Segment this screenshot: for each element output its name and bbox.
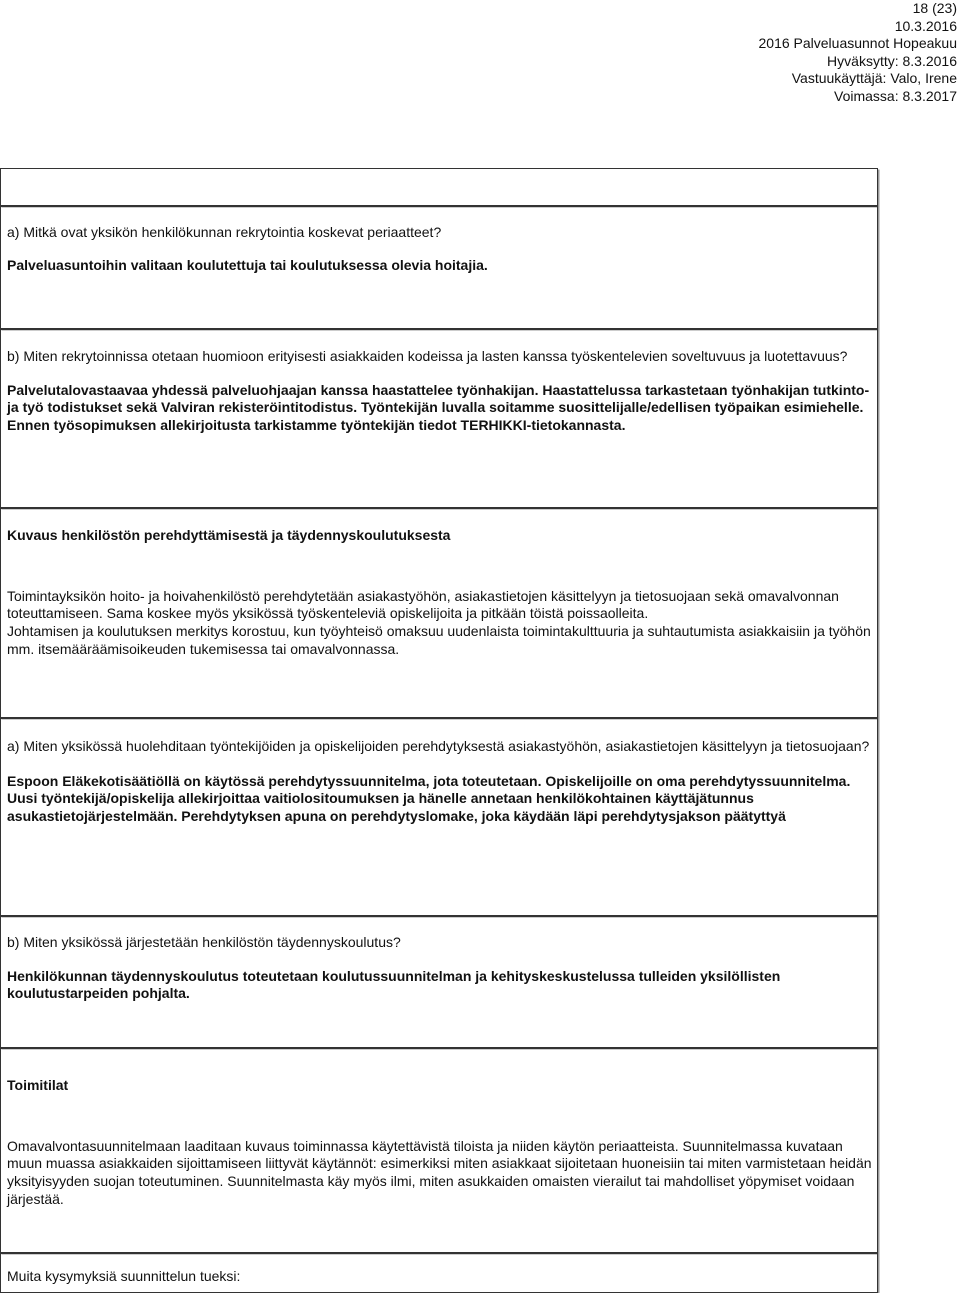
orientation-practice-answer: Espoon Eläkekotisäätiöllä on käytössä perehdytyssuunnitelma, jota toteutetaan. Opiskelijoille on oma perehdytyssuunnitelma. Uusi työntekijä/opiskelija allekirjoittaa vaitiolositoumuksen ja hänelle annetaan henkilökohtainen käyttäjätunnus asukastietojärjestelmään. Perehdytyksen apuna on perehdytyslomake, joka käydään läpi perehdytysjakson päätyttyä xyxy=(7,772,851,825)
orientation-description-box xyxy=(0,508,878,718)
recruitment-suitability-answer: Palvelutalovastaavaa yhdessä palveluohjaajan kanssa haastattelee työnhakijan. Haastattelussa tarkastetaan työnhakijan tutkinto- ja työ todistukset sekä Valviran rekisteröintitodistus. Työntekijän luvalla soitamme suosittelijalle/edellisen työpaikan esimiehelle. Ennen työsopimuksen allekirjoitusta tarkistamme työntekijän tiedot TERHIKKI-tietokannasta. xyxy=(7,381,870,434)
orientation-text-2: Johtamisen ja koulutuksen merkitys korostuu, kun työyhteisö omaksuu uudenlaista toimintakulttuuria ja suhtautumista asiakkaisiin ja työhön mm. itsemääräämisoikeuden tukemisessa tai omavalvonnassa. xyxy=(7,623,871,657)
premises-heading: Toimitilat xyxy=(7,1077,69,1093)
page-number: 18 (23) xyxy=(912,0,957,16)
document-date: 10.3.2016 xyxy=(894,17,957,34)
document-title: 2016 Palveluasunnot Hopeakuu xyxy=(758,35,957,52)
orientation-practice-box xyxy=(0,718,878,916)
further-training-question: b) Miten yksikössä järjestetään henkilöstön täydennyskoulutus? xyxy=(7,934,401,950)
empty-box xyxy=(0,168,878,206)
responsible-user: Vastuukäyttäjä: Valo, Irene xyxy=(791,70,957,87)
premises-text: Omavalvontasuunnitelmaan laaditaan kuvaus toiminnassa käytettävistä tiloista ja niiden käytön periaatteista. Suunnitelmassa kuvataan muun muassa asiakkaiden sijoittamiseen liittyvät käytännöt: esimerkiksi miten asiakkaat sijoitetaan huoneisiin tai miten varmistetaan heidän yksityisyyden suojan toteutuminen. Suunnitelmasta käy myös ilmi, miten asukkaiden omaisten vierailut tai mahdolliset yöpymiset voidaan järjestää. xyxy=(7,1137,872,1207)
orientation-heading: Kuvaus henkilöstön perehdyttämisestä ja täydennyskoulutuksesta xyxy=(7,527,451,543)
approved-date: Hyväksytty: 8.3.2016 xyxy=(827,52,957,69)
page-header xyxy=(759,0,958,106)
more-questions-text: Muita kysymyksiä suunnittelun tueksi: xyxy=(7,1268,241,1284)
recruitment-principles-answer: Palveluasuntoihin valitaan koulutettuja tai koulutuksessa olevia hoitajia. xyxy=(7,256,488,273)
premises-box xyxy=(0,1048,878,1253)
valid-until: Voimassa: 8.3.2017 xyxy=(834,87,957,104)
recruitment-suitability-question: b) Miten rekrytoinnissa otetaan huomioon erityisesti asiakkaiden kodeissa ja lasten kanssa työskentelevien soveltuvuus ja luotettavuus? xyxy=(7,348,848,364)
further-training-box xyxy=(0,916,878,1048)
orientation-practice-question: a) Miten yksikössä huolehditaan työntekijöiden ja opiskelijoiden perehdytyksestä asiakastyöhön, asiakastietojen käsittelyyn ja tietosuojaan? xyxy=(7,738,870,754)
recruitment-suitability-box xyxy=(0,329,878,508)
recruitment-principles-question: a) Mitkä ovat yksikön henkilökunnan rekrytointia koskevat periaatteet? xyxy=(7,224,442,240)
more-questions-box xyxy=(0,1253,878,1293)
orientation-text-1: Toimintayksikön hoito- ja hoivahenkilöstö perehdytetään asiakastyöhön, asiakastietojen käsittelyyn ja tietosuojaan sekä omavalvonnan toteuttamiseen. Sama koskee myös yksikössä työskenteleviä opiskelijoita ja pitkään töistä poissaolleita. xyxy=(7,587,839,622)
recruitment-principles-box xyxy=(0,206,878,329)
further-training-answer: Henkilökunnan täydennyskoulutus toteutetaan koulutussuunnitelman ja kehityskeskustelussa tulleiden yksilöllisten koulutustarpeiden pohjalta. xyxy=(7,967,781,1002)
